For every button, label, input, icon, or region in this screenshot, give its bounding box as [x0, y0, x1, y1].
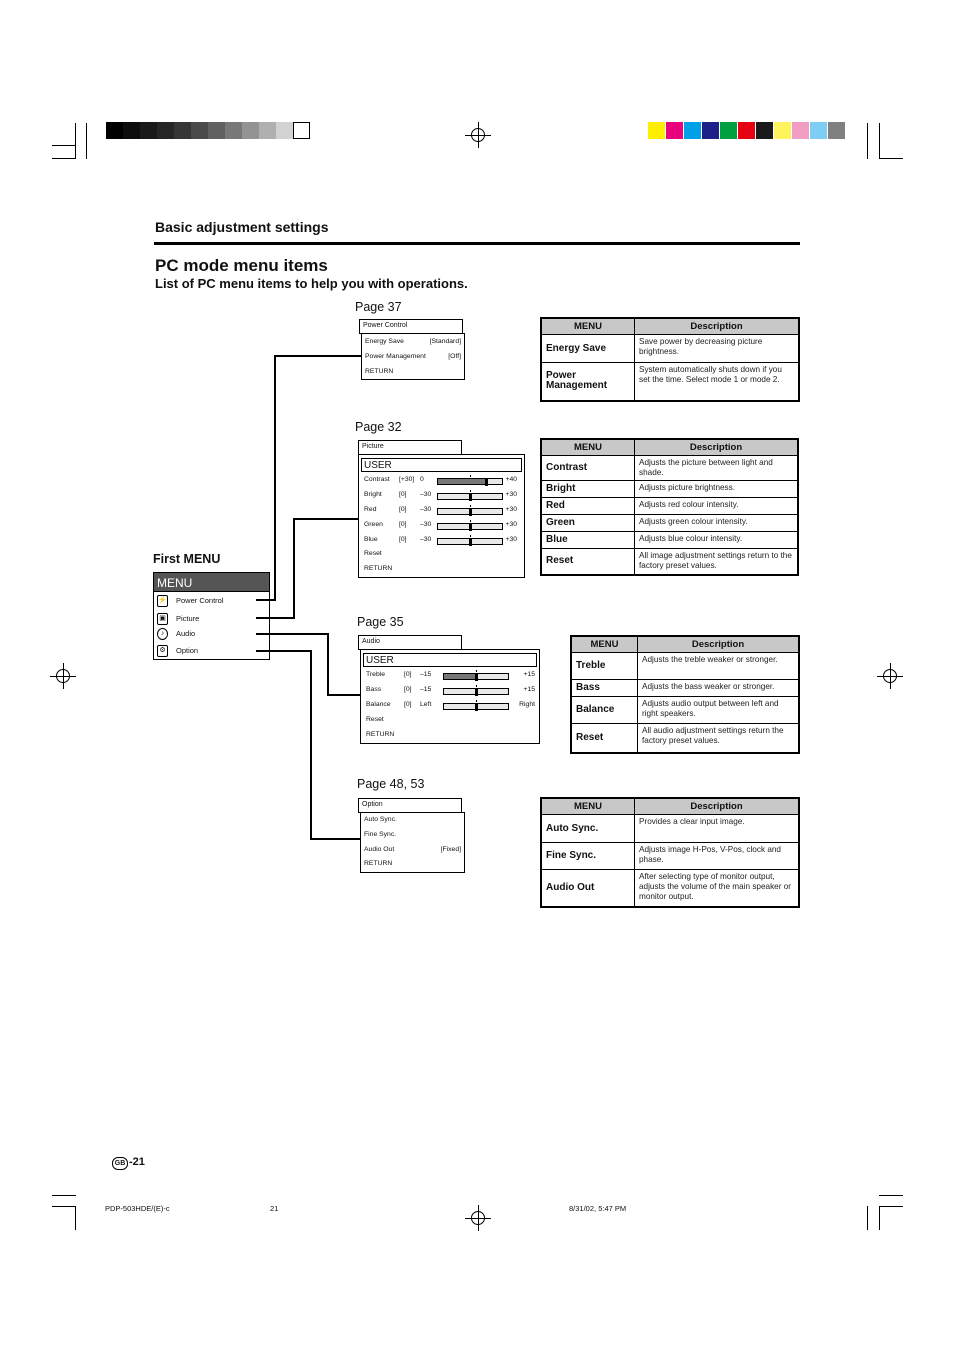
gray-swatch — [242, 122, 259, 139]
osd-row-power-management — [365, 353, 461, 363]
footer-sheet: 21 — [270, 1204, 279, 1213]
page-reference: Page 48, 53 — [357, 777, 425, 791]
description-cell: Adjusts green colour intensity. — [635, 515, 799, 532]
adjustment-slider[interactable] — [437, 538, 503, 545]
osd-row-label: RETURN — [365, 368, 394, 375]
osd-row-label: Bright — [364, 491, 382, 498]
crop-mark — [867, 1206, 868, 1230]
crop-mark — [879, 158, 903, 159]
first-menu-item-option[interactable] — [154, 644, 269, 658]
connector-line — [293, 518, 360, 520]
gray-swatch — [106, 122, 123, 139]
slider-min-label: –30 — [420, 491, 432, 498]
description-cell: Adjusts audio output between left and right speakers. — [638, 697, 800, 724]
slider-center-tick — [476, 670, 477, 672]
page-reference: Page 32 — [355, 420, 402, 434]
page-reference: Page 37 — [355, 300, 402, 314]
table-row — [571, 724, 799, 753]
osd-row-balance — [364, 701, 536, 711]
color-swatch — [810, 122, 827, 139]
slider-min-label: Left — [420, 701, 432, 708]
adjustment-slider[interactable] — [437, 508, 503, 515]
power-control-icon: ⚡ — [157, 595, 168, 607]
menu-cell: Fine Sync. — [541, 843, 635, 870]
description-cell: Adjusts the treble weaker or stronger. — [638, 653, 800, 680]
osd-row-return — [365, 368, 461, 378]
adjustment-slider[interactable] — [437, 478, 503, 485]
column-header-description: Description — [635, 798, 800, 815]
adjustment-slider[interactable] — [443, 703, 509, 710]
osd-row-bright — [362, 491, 521, 501]
menu-cell: Balance — [571, 697, 638, 724]
slider-knob[interactable] — [485, 478, 488, 486]
page-number: -21 — [129, 1156, 145, 1168]
description-cell: Adjusts picture brightness. — [635, 481, 799, 498]
description-cell: Adjusts blue colour intensity. — [635, 532, 799, 549]
adjustment-slider[interactable] — [437, 523, 503, 530]
slider-center-tick — [470, 535, 471, 537]
picture-icon: ▣ — [157, 613, 168, 625]
osd-row-value: [Fixed] — [440, 846, 461, 853]
slider-center-tick — [476, 700, 477, 702]
color-swatch — [756, 122, 773, 139]
menu-item-label: Audio — [176, 629, 196, 638]
power-description-table — [540, 317, 800, 402]
crop-mark — [86, 123, 87, 159]
table-row — [541, 481, 798, 498]
osd-row-label: Audio Out — [364, 846, 395, 853]
osd-row-value: [+30] — [399, 476, 415, 483]
column-header-description: Description — [635, 439, 799, 456]
first-menu-label: First MENU — [153, 552, 221, 566]
column-header-description: Description — [638, 636, 800, 653]
osd-row-reset — [364, 716, 536, 726]
slider-fill — [438, 509, 470, 514]
connector-line — [327, 694, 362, 696]
gray-swatch — [191, 122, 208, 139]
osd-row-value: [0] — [399, 491, 407, 498]
description-cell: Save power by decreasing picture brightness. — [635, 335, 800, 363]
region-badge: GB — [112, 1157, 128, 1170]
crop-mark — [52, 158, 76, 159]
slider-max-label: +30 — [505, 506, 517, 513]
crop-mark — [52, 145, 76, 146]
osd-row-return — [364, 731, 536, 741]
table-row — [541, 456, 798, 481]
gray-swatch — [208, 122, 225, 139]
osd-row-value: [0] — [399, 536, 407, 543]
osd-row-label: Contrast — [364, 476, 390, 483]
footer-timestamp: 8/31/02, 5:47 PM — [569, 1204, 627, 1213]
slider-min-label: 0 — [420, 476, 424, 483]
slider-fill — [438, 524, 470, 529]
crop-mark — [879, 123, 880, 159]
column-header-menu: MENU — [541, 439, 635, 456]
connector-line — [293, 518, 295, 619]
column-header-menu: MENU — [541, 318, 635, 335]
footer-file: PDP-503HDE/(E)-c — [105, 1204, 170, 1213]
crop-mark — [75, 1206, 76, 1230]
connector-line — [310, 650, 312, 840]
crop-mark — [879, 1206, 903, 1207]
table-row — [541, 532, 798, 549]
slider-center-tick — [470, 475, 471, 477]
osd-row-label: Fine Sync. — [364, 831, 397, 838]
menu-item-label: Option — [176, 646, 199, 655]
slider-knob[interactable] — [475, 688, 478, 696]
color-swatch — [774, 122, 791, 139]
page-subtitle: List of PC menu items to help you with operations. — [155, 276, 468, 291]
osd-row-label: Balance — [366, 701, 391, 708]
osd-row-label: RETURN — [366, 731, 395, 738]
menu-cell: Green — [541, 515, 635, 532]
crop-mark — [52, 1195, 76, 1196]
slider-center-tick — [470, 520, 471, 522]
osd-row-label: RETURN — [364, 860, 393, 867]
table-row — [541, 815, 799, 843]
table-row — [541, 515, 798, 532]
slider-min-label: –30 — [420, 506, 432, 513]
description-cell: Adjusts image H-Pos, V-Pos, clock and phase. — [635, 843, 800, 870]
menu-cell: Blue — [541, 532, 635, 549]
crop-mark — [879, 1195, 903, 1196]
osd-row-blue — [362, 536, 521, 546]
first-menu-item-picture[interactable] — [154, 612, 269, 626]
osd-row-label: Reset — [366, 716, 384, 723]
adjustment-slider[interactable] — [437, 493, 503, 500]
slider-knob[interactable] — [475, 673, 478, 681]
gray-swatch — [123, 122, 140, 139]
crop-mark — [52, 1206, 76, 1207]
first-menu-item-audio[interactable] — [154, 627, 269, 641]
color-swatch — [792, 122, 809, 139]
crop-mark — [879, 1206, 880, 1230]
slider-center-tick — [470, 505, 471, 507]
color-swatch — [648, 122, 665, 139]
osd-picture-menu — [358, 454, 525, 578]
audio-description-table — [570, 635, 800, 754]
slider-knob[interactable] — [475, 703, 478, 711]
osd-row-bass — [364, 686, 536, 696]
registration-mark-icon — [54, 667, 72, 685]
column-header-menu: MENU — [541, 798, 635, 815]
slider-fill — [444, 704, 476, 709]
osd-row-label: Energy Save — [365, 338, 404, 345]
osd-power-control-menu — [361, 333, 465, 380]
menu-cell: Reset — [571, 724, 638, 753]
registration-mark-icon — [469, 126, 487, 144]
gray-swatch — [259, 122, 276, 139]
gray-swatch — [140, 122, 157, 139]
osd-row-audio-out — [364, 846, 461, 856]
slider-max-label: +30 — [505, 491, 517, 498]
crop-mark — [75, 123, 76, 159]
gray-swatch — [293, 122, 310, 139]
osd-tab-option: Option — [358, 798, 462, 813]
menu-cell: Power Management — [541, 363, 635, 401]
color-swatch — [666, 122, 683, 139]
section-title: Basic adjustment settings — [155, 219, 329, 235]
table-row — [571, 680, 799, 697]
connector-line — [256, 650, 312, 652]
osd-row-value: [0] — [399, 506, 407, 513]
gray-swatch — [174, 122, 191, 139]
crop-mark — [867, 123, 868, 159]
osd-tab-power-control: Power Control — [359, 319, 463, 334]
osd-row-label: Blue — [364, 536, 378, 543]
description-cell: System automatically shuts down if you set the time. Select mode 1 or mode 2. — [635, 363, 800, 401]
osd-tab-picture: Picture — [358, 440, 462, 455]
slider-max-label: +30 — [505, 536, 517, 543]
slider-max-label: +15 — [523, 671, 535, 678]
connector-line — [256, 633, 329, 635]
description-cell: Provides a clear input image. — [635, 815, 800, 843]
osd-row-auto-sync — [364, 816, 461, 826]
osd-row-reset — [362, 550, 521, 560]
connector-line — [256, 617, 295, 619]
slider-fill — [444, 674, 476, 679]
column-header-description: Description — [635, 318, 800, 335]
menu-cell: Reset — [541, 549, 635, 575]
osd-row-red — [362, 506, 521, 516]
color-swatch — [720, 122, 737, 139]
osd-row-label: Red — [364, 506, 377, 513]
osd-row-treble — [364, 671, 536, 681]
slider-knob[interactable] — [469, 493, 472, 501]
description-cell: Adjusts red colour intensity. — [635, 498, 799, 515]
first-menu-header: MENU — [153, 572, 270, 592]
slider-min-label: –30 — [420, 521, 432, 528]
osd-row-value: [Standard] — [429, 338, 461, 345]
slider-fill — [438, 479, 486, 484]
menu-cell: Red — [541, 498, 635, 515]
column-header-menu: MENU — [571, 636, 638, 653]
description-cell: All audio adjustment settings return the factory preset values. — [638, 724, 800, 753]
slider-fill — [444, 689, 476, 694]
first-menu — [153, 592, 270, 660]
color-swatch — [738, 122, 755, 139]
connector-line — [274, 355, 362, 357]
osd-row-label: Power Management — [365, 353, 426, 360]
osd-row-return — [362, 565, 521, 575]
table-row — [541, 843, 799, 870]
menu-item-label: Picture — [176, 614, 200, 623]
audio-icon: ♪ — [157, 628, 168, 640]
connector-line — [274, 355, 276, 601]
menu-cell: Treble — [571, 653, 638, 680]
menu-cell: Auto Sync. — [541, 815, 635, 843]
slider-min-label: –15 — [420, 686, 432, 693]
menu-cell: Contrast — [541, 456, 635, 481]
description-cell: Adjusts the picture between light and shade. — [635, 456, 799, 481]
slider-fill — [438, 494, 470, 499]
slider-min-label: –30 — [420, 536, 432, 543]
gray-swatch — [276, 122, 293, 139]
osd-row-value: [Off] — [448, 353, 461, 360]
table-row — [541, 363, 799, 401]
slider-max-label: +15 — [523, 686, 535, 693]
menu-cell: Bright — [541, 481, 635, 498]
table-row — [541, 549, 798, 575]
color-swatch — [684, 122, 701, 139]
description-cell: Adjusts the bass weaker or stronger. — [638, 680, 800, 697]
osd-row-label: Auto Sync. — [364, 816, 397, 823]
osd-row-value: [0] — [404, 701, 412, 708]
picture-description-table — [540, 438, 799, 576]
osd-row-label: Green — [364, 521, 383, 528]
slider-min-label: –15 — [420, 671, 432, 678]
osd-tab-audio: Audio — [358, 635, 462, 650]
slider-center-tick — [470, 490, 471, 492]
osd-row-value: [0] — [399, 521, 407, 528]
slider-knob[interactable] — [469, 508, 472, 516]
osd-row-energy-save — [365, 338, 461, 348]
osd-row-value: [0] — [404, 671, 412, 678]
adjustment-slider[interactable] — [443, 673, 509, 680]
slider-max-label: Right — [519, 701, 535, 708]
osd-row-value: [0] — [404, 686, 412, 693]
table-row — [541, 335, 799, 363]
color-swatch — [702, 122, 719, 139]
registration-mark-icon — [469, 1209, 487, 1227]
registration-mark-icon — [881, 667, 899, 685]
gray-swatch — [157, 122, 174, 139]
adjustment-slider[interactable] — [443, 688, 509, 695]
osd-row-return — [364, 860, 461, 870]
menu-item-label: Power Control — [176, 596, 224, 605]
osd-row-label: RETURN — [364, 565, 393, 572]
slider-knob[interactable] — [469, 538, 472, 546]
osd-row-label: Bass — [366, 686, 382, 693]
osd-row-fine-sync — [364, 831, 461, 841]
osd-option-menu — [360, 812, 465, 873]
option-icon: ⚙ — [157, 645, 168, 657]
menu-cell: Audio Out — [541, 870, 635, 907]
osd-row-contrast — [362, 476, 521, 486]
slider-max-label: +40 — [505, 476, 517, 483]
slider-center-tick — [476, 685, 477, 687]
osd-mode-user: USER — [361, 458, 522, 472]
menu-cell: Bass — [571, 680, 638, 697]
gray-swatch — [225, 122, 242, 139]
osd-row-label: Reset — [364, 550, 382, 557]
description-cell: After selecting type of monitor output, adjusts the volume of the main speaker or monitor output. — [635, 870, 800, 907]
slider-max-label: +30 — [505, 521, 517, 528]
description-cell: All image adjustment settings return to the factory preset values. — [635, 549, 799, 575]
page-title: PC mode menu items — [155, 256, 328, 275]
connector-line — [327, 633, 329, 696]
table-row — [571, 697, 799, 724]
slider-knob[interactable] — [469, 523, 472, 531]
slider-fill — [438, 539, 470, 544]
section-rule — [154, 242, 800, 245]
connector-line — [310, 838, 362, 840]
osd-mode-user: USER — [363, 653, 537, 667]
page-reference: Page 35 — [357, 615, 404, 629]
osd-row-green — [362, 521, 521, 531]
table-row — [571, 653, 799, 680]
option-description-table — [540, 797, 800, 908]
table-row — [541, 870, 799, 907]
menu-cell: Energy Save — [541, 335, 635, 363]
connector-line — [256, 599, 276, 601]
first-menu-item-power-control[interactable] — [154, 594, 269, 608]
table-row — [541, 498, 798, 515]
osd-audio-menu — [360, 649, 540, 744]
color-swatch — [828, 122, 845, 139]
osd-row-label: Treble — [366, 671, 386, 678]
